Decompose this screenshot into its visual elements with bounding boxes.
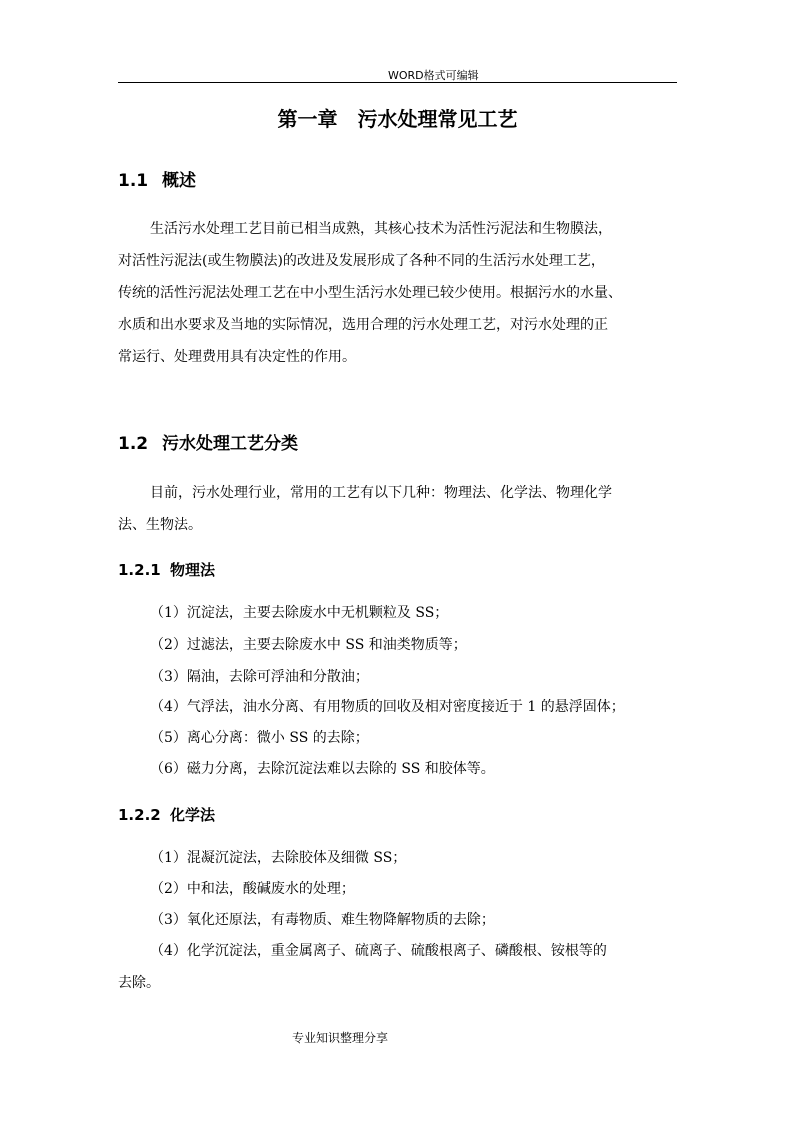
list-item: （6）磁力分离，去除沉淀法难以去除的 SS 和胶体等。 xyxy=(150,761,495,777)
section-title: 概述 xyxy=(162,171,196,191)
list-item: （4）化学沉淀法，重金属离子、硫离子、硫酸根离子、磷酸根、铵根等的 xyxy=(150,943,607,959)
list-item-continuation: 去除。 xyxy=(118,975,160,991)
paragraph-line: 水质和出水要求及当地的实际情况，选用合理的污水处理工艺，对污水处理的正 xyxy=(118,317,608,333)
paragraph-line: 生活污水处理工艺目前已相当成熟，其核心技术为活性污泥法和生物膜法， xyxy=(150,221,612,237)
list-item: （2）过滤法，主要去除废水中 SS 和油类物质等； xyxy=(150,637,467,653)
paragraph-line: 传统的活性污泥法处理工艺在中小型生活污水处理已较少使用。根据污水的水量、 xyxy=(118,285,622,301)
paragraph-line: 对活性污泥法(或生物膜法)的改进及发展形成了各种不同的生活污水处理工艺， xyxy=(118,253,605,269)
section-number: 1.2 xyxy=(118,434,149,454)
chapter-title: 第一章 污水处理常见工艺 xyxy=(277,107,518,131)
list-item: （5）离心分离：微小 SS 的去除； xyxy=(150,730,369,746)
paragraph-line: 法、生物法。 xyxy=(118,517,202,533)
section-title: 污水处理工艺分类 xyxy=(162,434,298,454)
subsection-heading-1-2-1 xyxy=(118,559,215,580)
list-item: （4）气浮法，油水分离、有用物质的回收及相对密度接近于 1 的悬浮固体； xyxy=(150,699,625,715)
header-rule xyxy=(118,82,677,83)
paragraph-line: 常运行、处理费用具有决定性的作用。 xyxy=(118,349,356,365)
page-header: WORD格式可编辑 xyxy=(388,69,479,82)
paragraph-line: 目前，污水处理行业，常用的工艺有以下几种：物理法、化学法、物理化学 xyxy=(150,485,612,501)
list-item: （3）氧化还原法，有毒物质、难生物降解物质的去除； xyxy=(150,912,495,928)
subsection-number: 1.2.2 xyxy=(118,806,161,824)
section-number: 1.1 xyxy=(118,171,149,191)
list-item: （1）沉淀法，主要去除废水中无机颗粒及 SS； xyxy=(150,605,449,621)
list-item: （1）混凝沉淀法，去除胶体及细微 SS； xyxy=(150,850,407,866)
page-footer: 专业知识整理分享 xyxy=(292,1031,389,1045)
section-heading-1-1 xyxy=(118,166,196,191)
section-heading-1-2 xyxy=(118,429,298,454)
list-item: （2）中和法，酸碱废水的处理； xyxy=(150,881,355,897)
subsection-title: 化学法 xyxy=(170,806,216,824)
subsection-number: 1.2.1 xyxy=(118,561,161,579)
list-item: （3）隔油，去除可浮油和分散油； xyxy=(150,669,369,685)
subsection-title: 物理法 xyxy=(170,561,216,579)
subsection-heading-1-2-2 xyxy=(118,804,215,825)
